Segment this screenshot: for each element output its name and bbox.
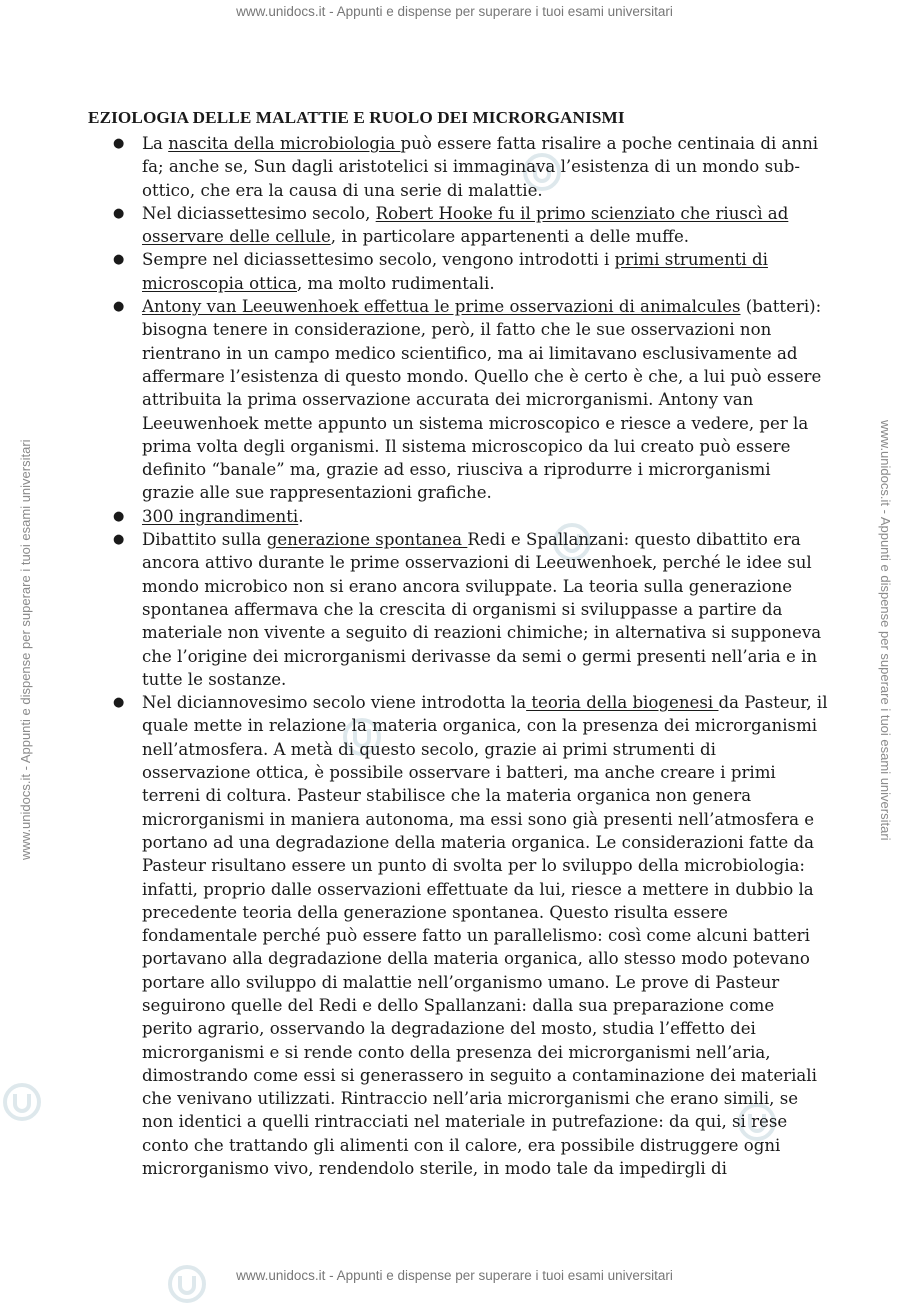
watermark-right: www.unidocs.it - Appunti e dispense per superare i tuoi esami universitari (878, 420, 893, 841)
bullet-icon: ● (113, 205, 125, 221)
list-item: ● Dibattito sulla generazione spontanea Redi e Spallanzani: questo dibattito era ancora attivo durante le prime osservazioni di Leeuwenhoek, perché le idee sul mondo microbico non si erano ancora sviluppate. La teoria sulla generazione spontanea affermava che la crescita di organismi si sviluppasse a partire da materiale non vivente a seguito di reazioni chimiche; in alternativa si supponeva che l’origine dei microrganismi derivasse da semi o germi presenti nell’aria e in tutte le sostanze. (113, 530, 822, 689)
watermark-top: www.unidocs.it - Appunti e dispense per superare i tuoi esami universitari (236, 4, 673, 19)
list-item: ● 300 ingrandimenti. (88, 505, 828, 528)
bullet-icon: ● (113, 532, 125, 548)
list-item: ● La nascita della microbiologia può essere fatta risalire a poche centinaia di anni fa; anche se, Sun dagli aristotelici si immaginava l’esistenza di un mondo sub-ottico, che era la causa di una serie di malattie. (113, 134, 819, 200)
watermark-bottom: www.unidocs.it - Appunti e dispense per superare i tuoi esami universitari (236, 1268, 673, 1283)
watermark-left: www.unidocs.it - Appunti e dispense per superare i tuoi esami universitari (18, 439, 33, 860)
document-title: EZIOLOGIA DELLE MALATTIE E RUOLO DEI MICRORGANISMI (88, 108, 625, 127)
bullet-list (88, 132, 828, 1180)
bullet-icon: ● (113, 136, 125, 151)
bullet-icon: ● (113, 299, 125, 315)
list-item: ● Sempre nel diciassettesimo secolo, vengono introdotti i primi strumenti di microscopia ottica, ma molto rudimentali. (113, 250, 768, 293)
list-item: ● Nel diciannovesimo secolo viene introdotta la teoria della biogenesi da Pasteur, il quale mette in relazione la materia organica, con la presenza dei microrganismi nell’atmosfera. A metà di questo secolo, grazie ai primi strumenti di osservazione ottica, è possibile osservare i batteri, ma anche creare i primi terreni di coltura. Pasteur stabilisce che la materia organica non genera microrganismi in maniera autonoma, ma essi sono già presenti nell’atmosfera e portano ad una degradazione della materia organica. Le considerazioni fatte da Pasteur risultano essere un punto di svolta per lo sviluppo della microbiologia: infatti, proprio dalle osservazioni effettuate da lui, riesce a mettere in dubbio la precedente teoria della generazione spontanea. Questo risulta essere fondamentale perché può essere fatto un parallelismo: così come alcuni batteri portavano alla degradazione della materia organica, allo stesso modo potevano portare allo sviluppo di malattie nell’organismo umano. Le prove di Pasteur seguirono quelle del Redi e dello Spallanzani: dalla sua preparazione come perito agrario, osservando la degradazione del mosto, studia l’effetto dei microrganismi e si rende conto della presenza dei microrganismi nell’aria, dimostrando come essi si generassero in seguito a contaminazione dei materiali che venivano utilizzati. Rintraccio nell’aria microrganismi che erano simili, se non identici a quelli rintracciati nel materiale in putrefazione: da qui, si rese conto che trattando gli alimenti con il calore, era possibile distruggere ogni microrganismo vivo, rendendolo sterile, in modo tale da impedirgli di (113, 693, 828, 1179)
bullet-icon: ● (113, 252, 125, 268)
unidocs-logo-icon (165, 1262, 209, 1306)
bullet-icon: ● (113, 508, 125, 524)
list-item: ● Antony van Leeuwenhoek effettua le prime osservazioni di animalcules (batteri): bisogna tenere in considerazione, però, il fatto che le sue osservazioni non rientrano in un campo medico scientifico, ma ai limitavano esclusivamente ad affermare l’esistenza di questo mondo. Quello che è certo è che, a lui può essere attribuita la prima osservazione accurata dei microrganismi. Antony van Leeuwenhoek mette appunto un sistema microscopico e riesce a vedere, per la prima volta degli organismi. Il sistema microscopico da lui creato può essere definito “banale” ma, grazie ad esso, riusciva a riprodurre i microrganismi grazie alle sue rappresentazioni grafiche. (113, 297, 822, 503)
unidocs-logo-icon (0, 1080, 44, 1124)
bullet-icon: ● (113, 695, 125, 711)
list-item: ● Nel diciassettesimo secolo, Robert Hooke fu il primo scienziato che riuscì ad osservare delle cellule, in particolare appartenenti a delle muffe. (113, 203, 789, 247)
document-body (88, 108, 828, 1180)
